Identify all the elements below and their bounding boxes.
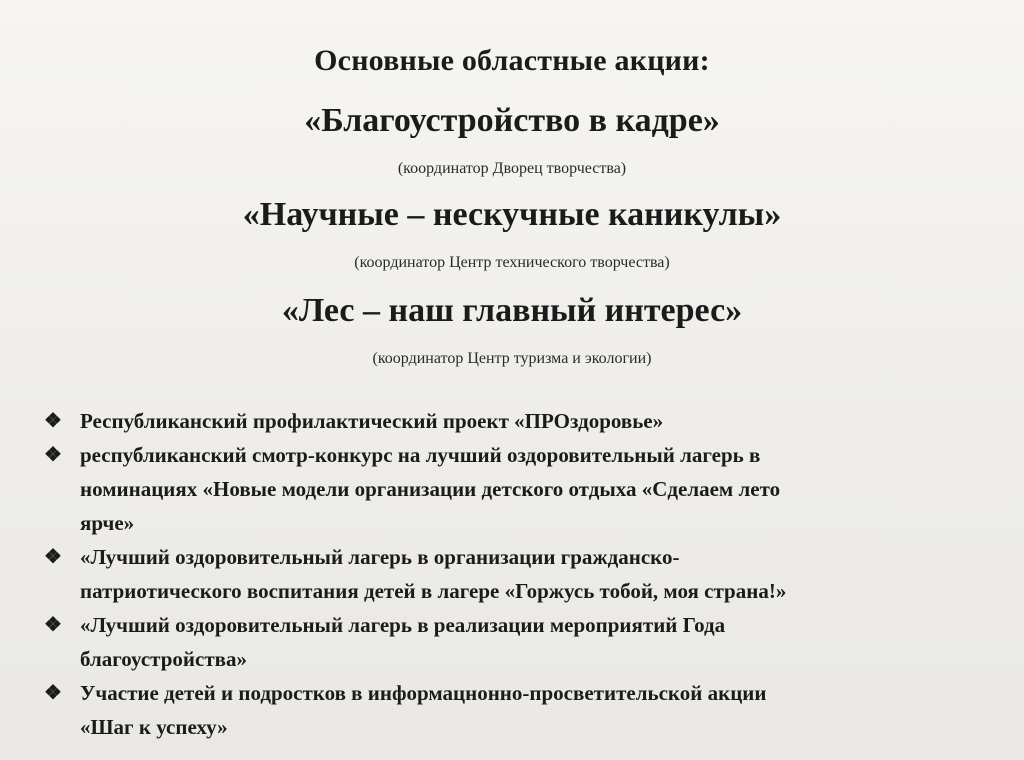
bullet-item <box>40 438 1000 540</box>
bullet-item <box>40 676 1000 744</box>
bullet-item <box>40 404 1000 438</box>
bullet-line: «Лучший оздоровительный лагерь в реализации мероприятий Года <box>80 613 726 637</box>
bullet-line: Республиканский профилактический проект «ПРОздоровье» <box>80 409 664 433</box>
bullet-item <box>40 540 1000 608</box>
bullet-line: Участие детей и подростков в информацнонно-просветительской акции <box>80 681 767 705</box>
bullet-item <box>40 608 1000 676</box>
bullet-line: благоустройства» <box>80 647 247 671</box>
four-diamond-bullet-icon: ❖ <box>44 682 62 704</box>
four-diamond-bullet-icon: ❖ <box>44 410 62 432</box>
four-diamond-bullet-icon: ❖ <box>44 444 62 466</box>
action-coordinator-1: (координатор Дворец творчества) <box>397 160 627 177</box>
bullet-line: ярче» <box>80 511 135 535</box>
bullet-line: республиканский смотр-конкурс на лучший оздоровительный лагерь в <box>80 443 761 467</box>
bullet-line: «Лучший оздоровительный лагерь в организации гражданско- <box>80 545 680 569</box>
page-heading: Основные областные акции: <box>314 44 710 77</box>
bullet-line: «Шаг к успеху» <box>80 715 228 739</box>
action-coordinator-2: (координатор Центр технического творчества) <box>354 254 670 271</box>
action-title-1: «Благоустройство в кадре» <box>304 102 720 139</box>
bullet-list <box>40 404 1000 744</box>
four-diamond-bullet-icon: ❖ <box>44 614 62 636</box>
bullet-line: патриотического воспитания детей в лагере «Горжусь тобой, моя страна!» <box>80 579 787 603</box>
action-title-3: «Лес – наш главный интерес» <box>281 292 743 329</box>
bullet-line: номинациях «Новые модели организации детского отдыха «Сделаем лето <box>80 477 781 501</box>
action-title-2: «Научные – нескучные каникулы» <box>242 196 782 233</box>
four-diamond-bullet-icon: ❖ <box>44 546 62 568</box>
action-coordinator-3: (координатор Центр туризма и экологии) <box>372 350 652 367</box>
